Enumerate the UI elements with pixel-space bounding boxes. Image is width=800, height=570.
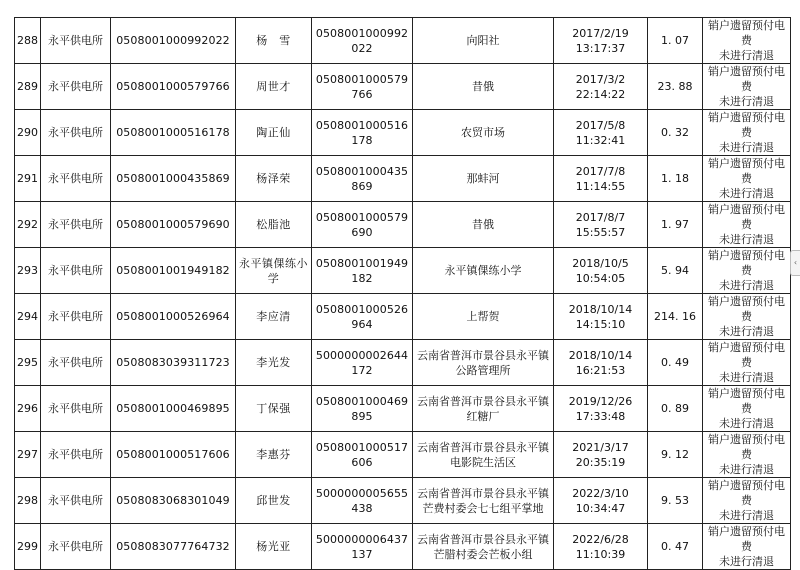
reason-line-2: 未进行清退 bbox=[719, 325, 774, 338]
amount: 0. 49 bbox=[648, 340, 703, 386]
meter-number: 0508001000579766 bbox=[312, 64, 413, 110]
reason-line-2: 未进行清退 bbox=[719, 463, 774, 476]
amount: 5. 94 bbox=[648, 248, 703, 294]
account-number: 0508001001949182 bbox=[111, 248, 236, 294]
reason-line-2: 未进行清退 bbox=[719, 233, 774, 246]
row-number: 290 bbox=[15, 110, 41, 156]
amount: 1. 97 bbox=[648, 202, 703, 248]
reason-line-1: 销户遗留预付电费 bbox=[708, 249, 785, 277]
side-collapse-tab[interactable] bbox=[790, 250, 800, 276]
table-row bbox=[15, 202, 791, 248]
row-number: 292 bbox=[15, 202, 41, 248]
meter-number: 5000000006437137 bbox=[312, 524, 413, 570]
cancel-date: 2021/3/17 bbox=[572, 440, 629, 454]
cancel-date: 2018/10/14 bbox=[568, 348, 633, 362]
supply-unit: 永平供电所 bbox=[41, 64, 111, 110]
cancel-date: 2022/6/28 bbox=[572, 532, 629, 546]
reason-line-2: 未进行清退 bbox=[719, 509, 774, 522]
account-number: 0508001000517606 bbox=[111, 432, 236, 478]
cancel-clock: 10:54:05 bbox=[575, 271, 626, 285]
row-number: 294 bbox=[15, 294, 41, 340]
cancel-date: 2022/3/10 bbox=[572, 486, 629, 500]
row-number: 289 bbox=[15, 64, 41, 110]
row-number: 295 bbox=[15, 340, 41, 386]
reason-line-1: 销户遗留预付电费 bbox=[708, 111, 785, 139]
cancel-clock: 13:17:37 bbox=[575, 41, 626, 55]
cancel-clock: 11:10:39 bbox=[575, 547, 626, 561]
reason-line-1: 销户遗留预付电费 bbox=[708, 295, 785, 323]
supply-unit: 永平供电所 bbox=[41, 156, 111, 202]
cancel-clock: 15:55:57 bbox=[575, 225, 626, 239]
reason-line-1: 销户遗留预付电费 bbox=[708, 203, 785, 231]
customer-name: 丁保强 bbox=[236, 386, 312, 432]
row-number: 298 bbox=[15, 478, 41, 524]
cancel-time bbox=[554, 248, 648, 294]
cancel-date: 2018/10/14 bbox=[568, 302, 633, 316]
reason bbox=[703, 202, 791, 248]
cancel-time bbox=[554, 524, 648, 570]
amount: 9. 12 bbox=[648, 432, 703, 478]
amount: 214. 16 bbox=[648, 294, 703, 340]
account-number: 0508083039311723 bbox=[111, 340, 236, 386]
account-number: 0508001000579766 bbox=[111, 64, 236, 110]
reason-line-1: 销户遗留预付电费 bbox=[708, 433, 785, 461]
account-number: 0508083068301049 bbox=[111, 478, 236, 524]
supply-unit: 永平供电所 bbox=[41, 340, 111, 386]
reason-line-1: 销户遗留预付电费 bbox=[708, 157, 785, 185]
amount: 0. 89 bbox=[648, 386, 703, 432]
reason-line-1: 销户遗留预付电费 bbox=[708, 65, 785, 93]
reason bbox=[703, 432, 791, 478]
account-number: 0508083077764732 bbox=[111, 524, 236, 570]
table-row bbox=[15, 294, 791, 340]
cancel-time bbox=[554, 386, 648, 432]
supply-unit: 永平供电所 bbox=[41, 432, 111, 478]
address: 云南省普洱市景谷县永平镇公路管理所 bbox=[413, 340, 554, 386]
table-row bbox=[15, 156, 791, 202]
account-number: 0508001000579690 bbox=[111, 202, 236, 248]
cancel-date: 2017/3/2 bbox=[575, 72, 626, 86]
reason bbox=[703, 248, 791, 294]
row-number: 296 bbox=[15, 386, 41, 432]
table-row bbox=[15, 386, 791, 432]
customer-name: 陶正仙 bbox=[236, 110, 312, 156]
customer-name: 松脂池 bbox=[236, 202, 312, 248]
cancel-time bbox=[554, 64, 648, 110]
supply-unit: 永平供电所 bbox=[41, 524, 111, 570]
supply-unit: 永平供电所 bbox=[41, 294, 111, 340]
reason-line-1: 销户遗留预付电费 bbox=[708, 19, 785, 47]
cancel-clock: 11:14:55 bbox=[575, 179, 626, 193]
meter-number: 0508001000517606 bbox=[312, 432, 413, 478]
customer-name: 李惠芬 bbox=[236, 432, 312, 478]
supply-unit: 永平供电所 bbox=[41, 478, 111, 524]
amount: 1. 18 bbox=[648, 156, 703, 202]
table-row bbox=[15, 340, 791, 386]
account-number: 0508001000526964 bbox=[111, 294, 236, 340]
cancel-time bbox=[554, 478, 648, 524]
reason bbox=[703, 18, 791, 64]
table-row bbox=[15, 478, 791, 524]
reason bbox=[703, 64, 791, 110]
meter-number: 5000000002644172 bbox=[312, 340, 413, 386]
account-number: 0508001000516178 bbox=[111, 110, 236, 156]
reason-line-2: 未进行清退 bbox=[719, 417, 774, 430]
amount: 23. 88 bbox=[648, 64, 703, 110]
meter-number: 0508001000469895 bbox=[312, 386, 413, 432]
reason bbox=[703, 110, 791, 156]
cancel-date: 2017/8/7 bbox=[575, 210, 626, 224]
cancel-clock: 11:32:41 bbox=[575, 133, 626, 147]
address: 向阳社 bbox=[413, 18, 554, 64]
cancel-clock: 17:33:48 bbox=[575, 409, 626, 423]
customer-name: 邱世发 bbox=[236, 478, 312, 524]
reason bbox=[703, 294, 791, 340]
cancel-time bbox=[554, 432, 648, 478]
reason bbox=[703, 340, 791, 386]
supply-unit: 永平供电所 bbox=[41, 202, 111, 248]
reason-line-1: 销户遗留预付电费 bbox=[708, 479, 785, 507]
cancel-time bbox=[554, 110, 648, 156]
account-number: 0508001000435869 bbox=[111, 156, 236, 202]
reason bbox=[703, 156, 791, 202]
customer-name: 永平镇倮练小学 bbox=[236, 248, 312, 294]
table-row bbox=[15, 110, 791, 156]
cancel-clock: 20:35:19 bbox=[575, 455, 626, 469]
address: 昔俄 bbox=[413, 64, 554, 110]
customer-name: 周世才 bbox=[236, 64, 312, 110]
reason bbox=[703, 386, 791, 432]
reason-line-2: 未进行清退 bbox=[719, 141, 774, 154]
amount: 0. 32 bbox=[648, 110, 703, 156]
row-number: 293 bbox=[15, 248, 41, 294]
table-row bbox=[15, 432, 791, 478]
reason bbox=[703, 478, 791, 524]
table-body bbox=[15, 18, 791, 570]
address: 云南省普洱市景谷县永平镇电影院生活区 bbox=[413, 432, 554, 478]
customer-name: 杨 雪 bbox=[236, 18, 312, 64]
cancel-clock: 22:14:22 bbox=[575, 87, 626, 101]
cancel-date: 2017/2/19 bbox=[572, 26, 629, 40]
address: 永平镇倮练小学 bbox=[413, 248, 554, 294]
row-number: 288 bbox=[15, 18, 41, 64]
table-row bbox=[15, 524, 791, 570]
cancel-clock: 16:21:53 bbox=[575, 363, 626, 377]
meter-number: 0508001000516178 bbox=[312, 110, 413, 156]
customer-name: 李光发 bbox=[236, 340, 312, 386]
meter-number: 0508001000992022 bbox=[312, 18, 413, 64]
row-number: 297 bbox=[15, 432, 41, 478]
chevron-left-icon: ‹ bbox=[793, 258, 798, 267]
customer-name: 李应清 bbox=[236, 294, 312, 340]
meter-number: 0508001000526964 bbox=[312, 294, 413, 340]
customer-name: 杨泽荣 bbox=[236, 156, 312, 202]
supply-unit: 永平供电所 bbox=[41, 18, 111, 64]
row-number: 299 bbox=[15, 524, 41, 570]
reason-line-2: 未进行清退 bbox=[719, 555, 774, 568]
cancel-date: 2019/12/26 bbox=[568, 394, 633, 408]
reason-line-2: 未进行清退 bbox=[719, 49, 774, 62]
meter-number: 0508001000579690 bbox=[312, 202, 413, 248]
amount: 0. 47 bbox=[648, 524, 703, 570]
address: 那蚌河 bbox=[413, 156, 554, 202]
reason-line-1: 销户遗留预付电费 bbox=[708, 525, 785, 553]
customer-name: 杨光亚 bbox=[236, 524, 312, 570]
address: 上帮贺 bbox=[413, 294, 554, 340]
cancel-clock: 14:15:10 bbox=[575, 317, 626, 331]
table-row bbox=[15, 18, 791, 64]
account-number: 0508001000469895 bbox=[111, 386, 236, 432]
cancel-time bbox=[554, 18, 648, 64]
cancel-time bbox=[554, 340, 648, 386]
row-number: 291 bbox=[15, 156, 41, 202]
amount: 1. 07 bbox=[648, 18, 703, 64]
supply-unit: 永平供电所 bbox=[41, 248, 111, 294]
address: 云南省普洱市景谷县永平镇芒腊村委会芒板小组 bbox=[413, 524, 554, 570]
address: 农贸市场 bbox=[413, 110, 554, 156]
reason-line-1: 销户遗留预付电费 bbox=[708, 341, 785, 369]
reason-line-1: 销户遗留预付电费 bbox=[708, 387, 785, 415]
supply-unit: 永平供电所 bbox=[41, 110, 111, 156]
cancel-clock: 10:34:47 bbox=[575, 501, 626, 515]
meter-number: 0508001000435869 bbox=[312, 156, 413, 202]
reason-line-2: 未进行清退 bbox=[719, 371, 774, 384]
cancel-time bbox=[554, 202, 648, 248]
cancel-date: 2018/10/5 bbox=[572, 256, 629, 270]
address: 昔俄 bbox=[413, 202, 554, 248]
cancel-date: 2017/5/8 bbox=[575, 118, 626, 132]
reason-line-2: 未进行清退 bbox=[719, 95, 774, 108]
meter-number: 5000000005655438 bbox=[312, 478, 413, 524]
cancel-time bbox=[554, 294, 648, 340]
address: 云南省普洱市景谷县永平镇红糖厂 bbox=[413, 386, 554, 432]
records-table bbox=[14, 17, 791, 570]
address: 云南省普洱市景谷县永平镇芒费村委会七七组平掌地 bbox=[413, 478, 554, 524]
reason-line-2: 未进行清退 bbox=[719, 279, 774, 292]
amount: 9. 53 bbox=[648, 478, 703, 524]
table-row bbox=[15, 64, 791, 110]
table-row bbox=[15, 248, 791, 294]
cancel-date: 2017/7/8 bbox=[575, 164, 626, 178]
meter-number: 0508001001949182 bbox=[312, 248, 413, 294]
account-number: 0508001000992022 bbox=[111, 18, 236, 64]
reason-line-2: 未进行清退 bbox=[719, 187, 774, 200]
reason bbox=[703, 524, 791, 570]
cancel-time bbox=[554, 156, 648, 202]
supply-unit: 永平供电所 bbox=[41, 386, 111, 432]
